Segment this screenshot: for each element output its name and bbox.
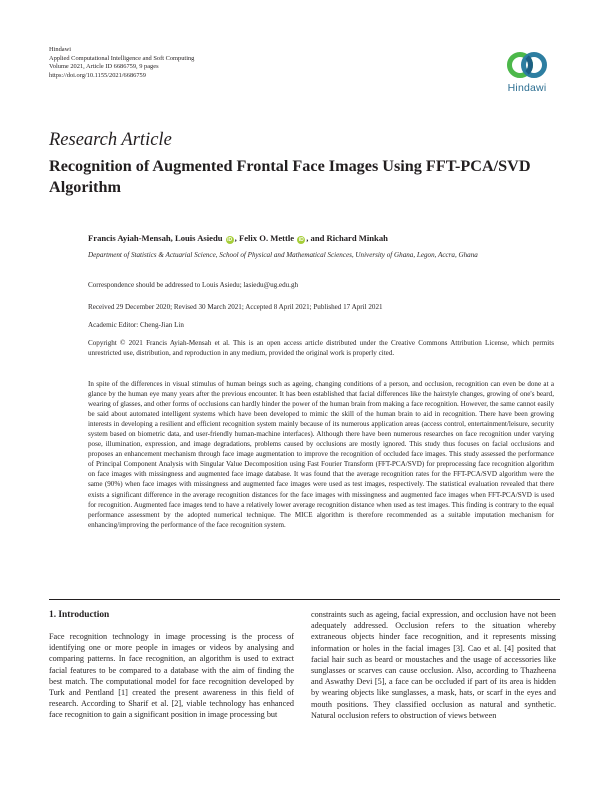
volume-info: Volume 2021, Article ID 6686759, 9 pages <box>49 63 159 71</box>
author-2: Louis Asiedu <box>174 233 223 243</box>
journal-meta <box>49 46 194 80</box>
correspondence: Correspondence should be addressed to Louis Asiedu; lasiedu@ug.edu.gh <box>88 281 299 289</box>
journal-name: Applied Computational Intelligence and Soft Computing <box>49 54 195 62</box>
author-4: , and Richard Minkah <box>306 233 388 243</box>
affiliation: Department of Statistics & Actuarial Science, School of Physical and Mathematical Sciences, University of Ghana, Legon, Accra, Ghana <box>88 251 478 259</box>
academic-editor: Academic Editor: Cheng-Jian Lin <box>88 321 184 329</box>
publication-dates: Received 29 December 2020; Revised 30 March 2021; Accepted 8 April 2021; Published 17 April 2021 <box>88 303 383 311</box>
column-left <box>49 609 294 721</box>
hindawi-logo-icon <box>506 50 548 80</box>
article-type: Research Article <box>49 130 172 150</box>
logo-text: Hindawi <box>507 82 547 94</box>
body-paragraph: Face recognition technology in image processing is the process of identifying one or more people in images or videos by analysing and comparing patterns. In face recognition, an algorithm is used to extract facial features to be compared to a database with the aim of finding the best match. The computational model for face recognition developed by Turk and Pentland [1] created the present awareness in this field of research. According to Sharif et al. [2], viable technology has enhanced face recognition to gain a significant position in image processing but <box>49 632 294 720</box>
orcid-icon[interactable]: iD <box>227 237 233 243</box>
doi-link[interactable]: https://doi.org/10.1155/2021/6686759 <box>49 71 146 79</box>
column-right <box>311 609 556 721</box>
paper-title: Recognition of Augmented Frontal Face Images Using FFT-PCA/SVD Algorithm <box>49 157 531 196</box>
body-paragraph: constraints such as ageing, facial expression, and occlusion have not been adequately addressed. Occlusion refers to the situation whereby extraneous objects hinder face recognition, and it represents missing information or holes in the facial images [3]. Cao et al. [4] posited that facial hair such as beard or moustaches and the usage of accessories like sunglasses or scarves can cause occlusion. Also, according to Thazheena and Aswathy Devi [5], a face can be occluded if part of its area is hidden by wearing objects like sunglasses, a mask, hats, or scarf in the eyes and mouth positions. They classified occlusion as natural and synthetic. Natural occlusion refers to obstruction of views between <box>311 610 556 720</box>
publisher-name: Hindawi <box>49 46 72 53</box>
abstract: In spite of the differences in visual stimulus of human beings such as ageing, changing conditions of a person, and occlusion, recognition can even be done at a glance by the human eye many years after the previous encounter. It has been established that facial differences like the hairstyle changes, growing of one's beard, wearing of glasses, and other forms of occlusions can hardly hinder the power of the human brain from making a face recognition. However, the same cannot easily be said about automated intelligent systems which have been developed to mimic the skill of the human brain to aid in recognition. There have been growing interests in developing a resilient and efficient recognition system mainly because of its numerous application areas (access control, entertainment/leisure, security system based on biometric data, and user-friendly human-machine interfaces). Although there have been numerous researches on face recognition under varying pose, illumination, expression, and image degradations, problems caused by occlusions are mostly ignored. This study thus focuses on facial occlusions and proposes an enhancement mechanism through face image augmentation to improve the recognition of occluded face images. This study assessed the performance of Principal Component Analysis with Singular Value Decomposition using Fast Fourier Transform (FFT-PCA/SVD) for preprocessing face recognition algorithm on face images with missingness and augmented face image database. It was found that the average recognition rates for the FFT-PCA/SVD algorithm were the same (90%) when face images with missingness and augmented face images were used as test images, respectively. The statistical evaluation revealed that there exists a significant difference in the average recognition distances for the face images with missingness and augmented face images when FFT-PCA/SVD is used for recognition. Augmented face images tend to have a relatively lower average recognition distance when used as test images. This finding is contrary to the equal performance assessment by the adopted numerical technique. The MICE algorithm is therefore recommended as a suitable imputation mechanism for enhancing/improving the performance of the face recognition system. <box>88 380 554 529</box>
section-heading-introduction: 1. Introduction <box>49 610 110 620</box>
section-divider <box>49 599 560 600</box>
orcid-icon[interactable]: iD <box>298 237 304 243</box>
hindawi-logo <box>497 50 557 94</box>
copyright-notice: Copyright © 2021 Francis Ayiah-Mensah et al. This is an open access article distributed under the Creative Commons Attribution License, which permits unrestricted use, distribution, and reproduction in any medium, provided the original work is properly cited. <box>88 339 554 357</box>
author-1: Francis Ayiah-Mensah, <box>88 233 173 243</box>
author-3: , Felix O. Mettle <box>234 233 295 243</box>
author-list <box>88 233 388 244</box>
